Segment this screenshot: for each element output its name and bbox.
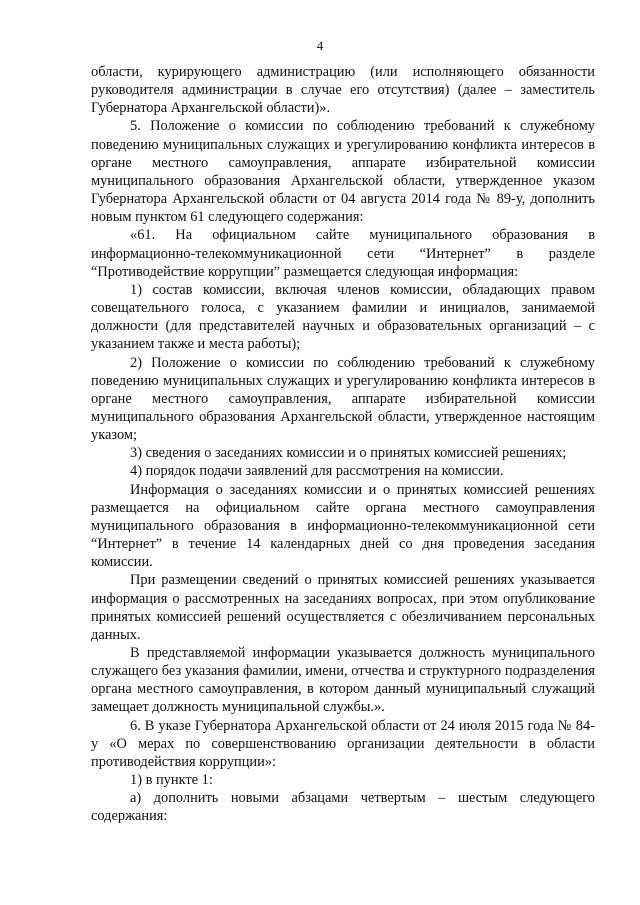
paragraph-subitem-2: 2) Положение о комиссии по соблюдению требований к служебному поведению муниципальных служащих и урегулированию конфликта интересов в органе местного самоуправления, аппарате избирательной комиссии муниципального образования Архангельской области, утвержденное настоящим указом; xyxy=(91,354,595,444)
paragraph-position-info: В представляемой информации указывается должность муниципального служащего без указания фамилии, имени, отчества и структурного подразделения органа местного самоуправления, в котором данный муниципальный служащий замещает должность муниципальной службы.». xyxy=(91,645,595,716)
page-number: 4 xyxy=(316,38,324,53)
document-body xyxy=(91,63,595,826)
paragraph-publication-info: При размещении сведений о принятых комиссией решениях указывается информация о рассмотренных на заседаниях вопросах, при этом опубликование принятых комиссией решений осуществляется с обезличиванием персональных данных. xyxy=(91,572,595,643)
paragraph-subitem-3: 3) сведения о заседаниях комиссии и о принятых комиссией решениях; xyxy=(130,445,567,462)
paragraph-subitem-1: 1) состав комиссии, включая членов комиссии, обладающих правом совещательного голоса, с указанием фамилии и инициалов, занимаемой должности (для представителей научных и образовательных организаций – с указанием также и места работы); xyxy=(91,281,595,353)
paragraph-subitem-1-point-1: 1) в пункте 1: xyxy=(130,772,213,789)
paragraph-item-61: «61. На официальном сайте муниципального образования в информационно-телекоммуникационной сети “Интернет” в разделе “Противодействие коррупции” размещается следующая информация: xyxy=(91,227,595,280)
paragraph-subitem-4: 4) порядок подачи заявлений для рассмотрения на комиссии. xyxy=(130,463,504,480)
paragraph-item-6: 6. В указе Губернатора Архангельской области от 24 июля 2015 года № 84-у «О мерах по совершенствованию организации деятельности в области противодействия коррупции»: xyxy=(91,717,595,770)
paragraph-item-5: 5. Положение о комиссии по соблюдению требований к служебному поведению муниципальных служащих и урегулированию конфликта интересов в органе местного самоуправления, аппарате избирательной комиссии муниципального образования Архангельской области, утвержденное указом Губернатора Архангельской области от 04 августа 2014 года № 89-у, дополнить новым пунктом 61 следующего содержания: xyxy=(91,118,595,226)
paragraph-continuation: области, курирующего администрацию (или исполняющего обязанности руководителя администрации в случае его отсутствия) (далее – заместитель Губернатора Архангельской области)». xyxy=(91,64,595,117)
paragraph-meetings-info: Информация о заседаниях комиссии и о принятых комиссией решениях размещается на официальном сайте органа местного самоуправления муниципального образования в информационно-телекоммуникационной сети “Интернет” в течение 14 календарных дней со дня проведения заседания комиссии. xyxy=(91,481,595,571)
paragraph-subitem-a: а) дополнить новыми абзацами четвертым – шестым следующего содержания: xyxy=(91,790,595,825)
